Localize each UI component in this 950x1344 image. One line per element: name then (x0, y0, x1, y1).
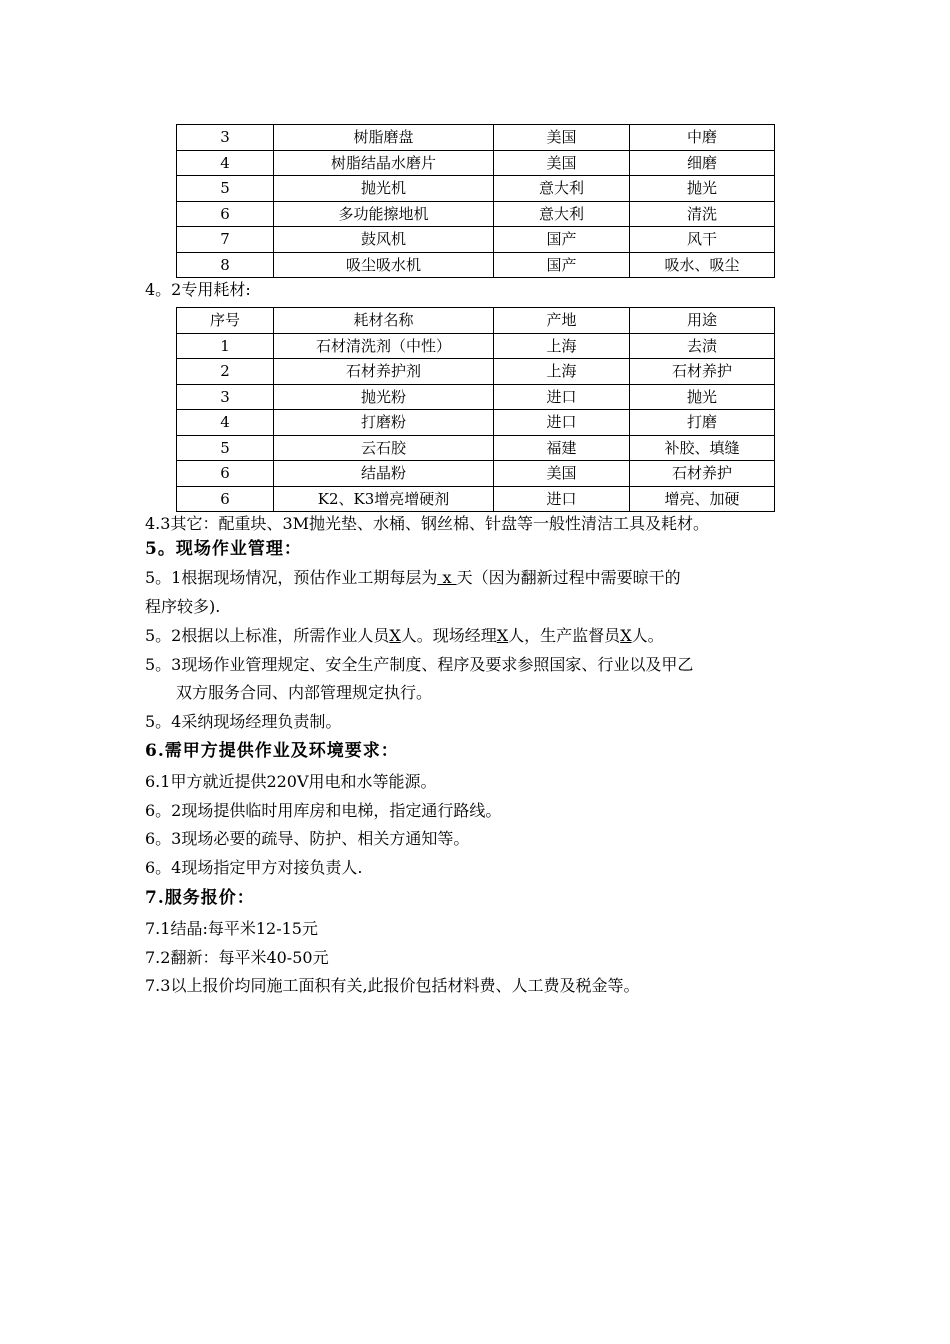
table-row (177, 435, 775, 461)
table-cell: 上海 (494, 359, 630, 385)
section-7-3: 7.3以上报价均同施工面积有关,此报价包括材料费、人工费及税金等。 (145, 976, 640, 995)
section-6-4: 6。4现场指定甲方对接负责人. (145, 858, 363, 877)
equipment-table (176, 124, 775, 278)
section-5-heading: 5。现场作业管理： (145, 539, 302, 559)
table-cell: 2 (177, 359, 274, 385)
section-6-2: 6。2现场提供临时用库房和电梯，指定通行路线。 (145, 801, 502, 820)
table-cell: 美国 (494, 461, 630, 487)
table-cell: 5 (177, 176, 274, 202)
table-cell: 增亮、加硬 (630, 486, 775, 512)
section-6-1: 6.1甲方就近提供220V用电和水等能源。 (145, 772, 437, 791)
table-cell: 6 (177, 486, 274, 512)
table-cell: 云石胶 (274, 435, 494, 461)
header-cell: 用途 (630, 308, 775, 334)
table-cell: 抛光粉 (274, 384, 494, 410)
section-7-1: 7.1结晶:每平米12-15元 (145, 919, 318, 938)
table-row (177, 150, 775, 176)
table-cell: 多功能擦地机 (274, 201, 494, 227)
section-5-1-line1 (145, 568, 681, 588)
table-row (177, 486, 775, 512)
table-row (177, 227, 775, 253)
table-row (177, 176, 775, 202)
table-cell: 结晶粉 (274, 461, 494, 487)
staff-count-blank: X (389, 626, 401, 645)
table-cell: 8 (177, 252, 274, 278)
table-cell: 吸水、吸尘 (630, 252, 775, 278)
text: 天（因为翻新过程中需要晾干的 (456, 568, 681, 587)
table-row (177, 410, 775, 436)
table-cell: 进口 (494, 410, 630, 436)
table-cell: 抛光机 (274, 176, 494, 202)
manager-count-blank: X (496, 626, 509, 645)
header-cell: 序号 (177, 308, 274, 334)
table-cell: 进口 (494, 384, 630, 410)
section-4-3: 4.3其它：配重块、3M抛光垫、水桶、钢丝棉、针盘等一般性清洁工具及耗材。 (145, 514, 710, 533)
table-cell: 石材清洗剂（中性） (274, 333, 494, 359)
table-cell: 3 (177, 125, 274, 151)
table-cell: 细磨 (630, 150, 775, 176)
text: 人，生产监督员 (508, 626, 621, 645)
table-cell: 鼓风机 (274, 227, 494, 253)
table-cell: 6 (177, 461, 274, 487)
days-blank: x (437, 568, 457, 587)
header-cell: 耗材名称 (274, 308, 494, 334)
table-cell: 4 (177, 150, 274, 176)
table-cell: 打磨 (630, 410, 775, 436)
section-7-2: 7.2翻新：每平米40-50元 (145, 948, 329, 967)
table-cell: 上海 (494, 333, 630, 359)
section-5-3-line1: 5。3现场作业管理规定、安全生产制度、程序及要求参照国家、行业以及甲乙 (145, 655, 694, 674)
table-cell: 4 (177, 410, 274, 436)
table-cell: K2、K3增亮增硬剂 (274, 486, 494, 512)
section-7-heading: 7.服务报价： (145, 888, 255, 908)
table-cell: 石材养护剂 (274, 359, 494, 385)
section-6-heading: 6.需甲方提供作业及环境要求： (145, 741, 399, 761)
table-header-row (177, 308, 775, 334)
table-cell: 清洗 (630, 201, 775, 227)
table-cell: 抛光 (630, 384, 775, 410)
table-row (177, 125, 775, 151)
table-cell: 抛光 (630, 176, 775, 202)
table-cell: 打磨粉 (274, 410, 494, 436)
section-5-2 (145, 626, 664, 646)
table-cell: 石材养护 (630, 359, 775, 385)
table-cell: 国产 (494, 227, 630, 253)
header-cell: 产地 (494, 308, 630, 334)
table-cell: 5 (177, 435, 274, 461)
table-cell: 意大利 (494, 176, 630, 202)
table-cell: 国产 (494, 252, 630, 278)
text: 5。2根据以上标准，所需作业人员 (145, 626, 390, 645)
table-cell: 补胶、填缝 (630, 435, 775, 461)
table-cell: 风干 (630, 227, 775, 253)
table-row (177, 201, 775, 227)
table-cell: 意大利 (494, 201, 630, 227)
consumables-table (176, 307, 775, 512)
section-5-3-line2: 双方服务合同、内部管理规定执行。 (176, 683, 433, 702)
text: 人。现场经理 (400, 626, 497, 645)
table-cell: 中磨 (630, 125, 775, 151)
table-row (177, 384, 775, 410)
table-row (177, 252, 775, 278)
table-cell: 美国 (494, 150, 630, 176)
table-cell: 1 (177, 333, 274, 359)
table-row (177, 461, 775, 487)
section-5-4: 5。4采纳现场经理负责制。 (145, 712, 342, 731)
section-5-1-line2: 程序较多). (145, 597, 221, 616)
table-cell: 进口 (494, 486, 630, 512)
table-cell: 3 (177, 384, 274, 410)
section-6-3: 6。3现场必要的疏导、防护、相关方通知等。 (145, 829, 470, 848)
table-cell: 树脂磨盘 (274, 125, 494, 151)
supervisor-count-blank: X (620, 626, 632, 645)
table-row (177, 359, 775, 385)
table-cell: 7 (177, 227, 274, 253)
section-4-2-title: 4。2专用耗材: (145, 280, 251, 299)
table-cell: 去渍 (630, 333, 775, 359)
text: 5。1根据现场情况，预估作业工期每层为 (145, 568, 438, 587)
table-cell: 吸尘吸水机 (274, 252, 494, 278)
table-cell: 6 (177, 201, 274, 227)
table-cell: 树脂结晶水磨片 (274, 150, 494, 176)
text: 人。 (631, 626, 664, 645)
table-cell: 福建 (494, 435, 630, 461)
table-cell: 石材养护 (630, 461, 775, 487)
table-cell: 美国 (494, 125, 630, 151)
table-row (177, 333, 775, 359)
